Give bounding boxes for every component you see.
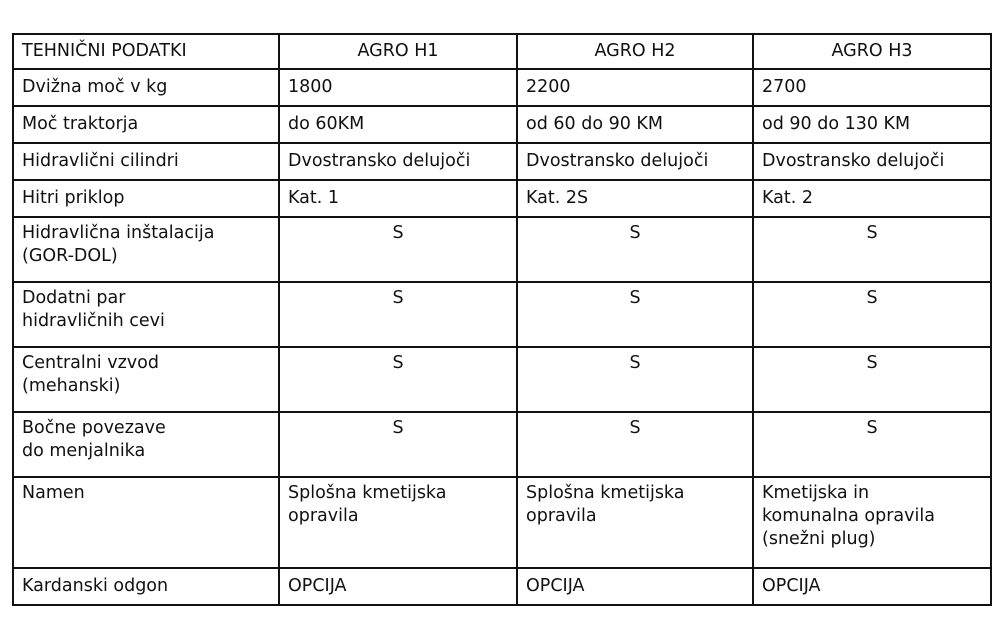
cell-line: S <box>392 353 404 373</box>
cell-line: S <box>392 288 404 308</box>
table-row <box>13 477 991 568</box>
row-label-line: Hidravlična inštalacija <box>22 223 215 243</box>
cell-agro-h1 <box>279 568 517 605</box>
cell-agro-h1 <box>279 477 517 568</box>
cell-agro-h1 <box>279 143 517 180</box>
cell-agro-h3 <box>753 143 991 180</box>
cell-line: Dvostransko delujoči <box>526 151 709 171</box>
header-agro-h3: AGRO H3 <box>753 34 991 69</box>
table-row <box>13 106 991 143</box>
cell-line: 2700 <box>762 77 807 97</box>
row-label <box>13 217 279 282</box>
cell-agro-h3 <box>753 69 991 106</box>
cell-agro-h3 <box>753 217 991 282</box>
table-header-row <box>13 34 991 69</box>
cell-agro-h3 <box>753 568 991 605</box>
row-label <box>13 477 279 568</box>
row-label <box>13 347 279 412</box>
row-label-line: Namen <box>22 483 85 503</box>
cell-agro-h1 <box>279 347 517 412</box>
cell-agro-h1 <box>279 69 517 106</box>
cell-agro-h1 <box>279 217 517 282</box>
cell-line: komunalna opravila <box>762 506 935 526</box>
cell-line: od 60 do 90 KM <box>526 114 663 134</box>
cell-line: Kat. 1 <box>288 188 340 208</box>
row-label-line: Bočne povezave <box>22 418 166 438</box>
cell-line: 2200 <box>526 77 571 97</box>
cell-line: Kmetijska in <box>762 483 870 503</box>
cell-agro-h1 <box>279 106 517 143</box>
cell-agro-h2 <box>517 217 753 282</box>
row-label-line: do menjalnika <box>22 441 146 461</box>
cell-agro-h2 <box>517 69 753 106</box>
table-row <box>13 180 991 217</box>
cell-line: S <box>629 353 641 373</box>
technical-specs-table <box>12 33 992 606</box>
row-label-line: Dodatni par <box>22 288 126 308</box>
cell-agro-h3 <box>753 347 991 412</box>
cell-agro-h2 <box>517 180 753 217</box>
row-label-line: Hitri priklop <box>22 188 125 208</box>
cell-line: S <box>866 223 878 243</box>
row-label <box>13 412 279 477</box>
row-label-line: Hidravlični cilindri <box>22 151 179 171</box>
row-label-line: Moč traktorja <box>22 114 139 134</box>
cell-agro-h2 <box>517 477 753 568</box>
row-label-line: (GOR-DOL) <box>22 246 118 266</box>
cell-line: S <box>629 288 641 308</box>
cell-agro-h2 <box>517 143 753 180</box>
row-label-line: Kardanski odgon <box>22 576 169 596</box>
cell-line: OPCIJA <box>288 576 347 596</box>
header-label-cell: TEHNIČNI PODATKI <box>13 34 279 69</box>
row-label <box>13 143 279 180</box>
cell-line: 1800 <box>288 77 333 97</box>
row-label <box>13 69 279 106</box>
cell-agro-h3 <box>753 412 991 477</box>
cell-line: Dvostransko delujoči <box>288 151 471 171</box>
table-row <box>13 412 991 477</box>
cell-agro-h2 <box>517 347 753 412</box>
header-agro-h1: AGRO H1 <box>279 34 517 69</box>
header-agro-h2: AGRO H2 <box>517 34 753 69</box>
cell-line: Kat. 2 <box>762 188 814 208</box>
cell-agro-h2 <box>517 412 753 477</box>
cell-line: opravila <box>526 506 597 526</box>
cell-line: opravila <box>288 506 359 526</box>
row-label <box>13 180 279 217</box>
cell-line: (snežni plug) <box>762 529 876 549</box>
cell-line: OPCIJA <box>526 576 585 596</box>
table-row <box>13 282 991 347</box>
table-row <box>13 69 991 106</box>
cell-line: od 90 do 130 KM <box>762 114 911 134</box>
cell-agro-h3 <box>753 106 991 143</box>
cell-line: Kat. 2S <box>526 188 589 208</box>
row-label-line: (mehanski) <box>22 376 121 396</box>
cell-agro-h3 <box>753 180 991 217</box>
cell-line: OPCIJA <box>762 576 821 596</box>
cell-agro-h2 <box>517 106 753 143</box>
cell-line: do 60KM <box>288 114 365 134</box>
cell-agro-h1 <box>279 412 517 477</box>
row-label-line: Dvižna moč v kg <box>22 77 168 97</box>
row-label-line: Centralni vzvod <box>22 353 159 373</box>
cell-line: S <box>629 223 641 243</box>
table-row <box>13 347 991 412</box>
cell-line: S <box>392 223 404 243</box>
cell-agro-h1 <box>279 282 517 347</box>
row-label-line: hidravličnih cevi <box>22 311 165 331</box>
table-row <box>13 568 991 605</box>
cell-line: S <box>866 418 878 438</box>
cell-line: S <box>866 288 878 308</box>
cell-line: S <box>392 418 404 438</box>
row-label <box>13 282 279 347</box>
cell-line: S <box>866 353 878 373</box>
cell-line: Splošna kmetijska <box>526 483 685 503</box>
cell-line: Splošna kmetijska <box>288 483 447 503</box>
cell-line: S <box>629 418 641 438</box>
row-label <box>13 106 279 143</box>
cell-agro-h1 <box>279 180 517 217</box>
cell-agro-h2 <box>517 282 753 347</box>
cell-agro-h2 <box>517 568 753 605</box>
cell-line: Dvostransko delujoči <box>762 151 945 171</box>
table-row <box>13 143 991 180</box>
table-row <box>13 217 991 282</box>
row-label <box>13 568 279 605</box>
cell-agro-h3 <box>753 477 991 568</box>
cell-agro-h3 <box>753 282 991 347</box>
